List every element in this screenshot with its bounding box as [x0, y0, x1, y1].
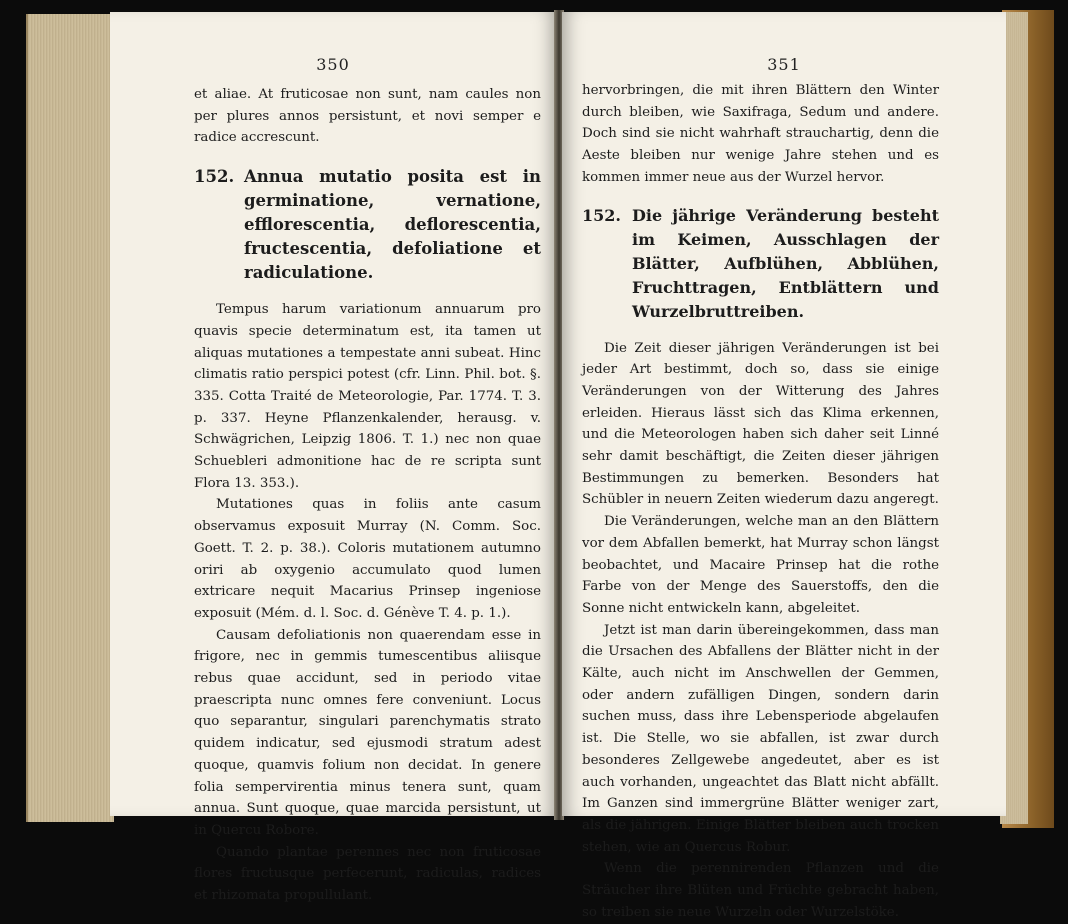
opening-lines: et aliae. At fruticosae non sunt, nam caules non per plures annos persistunt, et novi semper e radice accrescunt. [194, 87, 541, 146]
paragraph: Tempus harum variationum annuarum pro quavis specie determinatum est, ita tamen ut aliquas mutationes a tempestate anni subeat. Hinc climatis ratio perspici potest (cfr. Linn. Phil. bot. §. 335. Cotta Traité de Meteorologie, Par. 1774. T. 3. p. 337. Heyne Pflanzenkalender, herausg. v. Schwägrichen, Leipzig 1806. T. 1.) nec non quae Schuebleri admonitione hac de re scripta sunt Flora 13. 353.). [194, 302, 541, 491]
paragraph: Die Veränderungen, welche man an den Blättern vor dem Abfallen bemerkt, hat Murray schon längst beobachtet, und Macaire Prinsep hat die rothe Farbe von der Menge des Sauerstoffs, den die Sonne nicht entwickeln kann, abgeleitet. [582, 514, 939, 616]
left-page-text [194, 84, 541, 907]
section-heading-block [194, 165, 541, 285]
section-heading-block [582, 204, 939, 324]
opening-lines: hervorbringen, die mit ihren Blättern den Winter durch bleiben, wie Saxifraga, Sedum und andere. Doch sind sie nicht wahrhaft strauchartig, denn die Aeste bleiben nur wenige Jahre stehen und es kommen immer neue aus der Wurzel hervor. [582, 83, 939, 185]
right-page [562, 12, 1006, 920]
page-number: 351 [767, 55, 801, 74]
left-page [110, 12, 556, 904]
paragraph: Die Zeit dieser jährigen Veränderungen ist bei jeder Art bestimmt, doch so, dass sie einige Veränderungen von der Witterung des Jahres erleiden. Hieraus lässt sich das Klima erkennen, und die Meteorologen haben sich daher seit Linné sehr damit beschäftigt, die Zeiten dieser jährigen Bestimmungen zu bemerken. Besonders hat Schübler in neuern Zeiten wiederum dazu angeregt. [582, 340, 939, 508]
paragraph: Causam defoliationis non quaerendam esse in frigore, nec in gemmis tumescentibus aliisque rebus quae accidunt, sed in periodo vitae praescripta nunc omnes fere conveniunt. Locus quo separantur, singulari parenchymatis strato quidem indicatur, sed ejusmodi stratum adest quoque, quamvis folium non decidat. In genere folia sempervirentia minus tenera sunt, quam annua. Sunt quoque, quae marcida persistunt, ut in Quercu Robore. [194, 627, 541, 838]
section-number: 152. [194, 167, 235, 187]
page-number: 350 [316, 55, 350, 74]
right-page-text [582, 80, 939, 924]
paragraph: Jetzt ist man darin übereingekommen, dass man die Ursachen des Abfallens der Blätter nicht in der Kälte, auch nicht im Anschwellen der Gemmen, oder andern zufälligen Dingen, sondern darin suchen muss, dass ihre Lebensperiode abgelaufen ist. Die Stelle, wo sie abfallen, ist zwar durch besonderes Zellgewebe angedeutet, aber es ist auch vorhanden, ungeachtet das Blatt nicht abfällt. Im Ganzen sind immergrüne Blätter weniger zart, als die jährigen. Einige Blätter bleiben auch trocken stehen, wie an Quercus Robur. [582, 622, 939, 855]
book-page-block-left [26, 14, 114, 822]
paragraph: Wenn die perennirenden Pflanzen und die Sträucher ihre Blüten und Früchte gebracht haben, so treiben sie neue Wurzeln oder Wurzelstöke. [582, 861, 939, 920]
paragraph: Mutationes quas in foliis ante casum observamus exposuit Murray (N. Comm. Soc. Goett. T. 2. p. 38.). Coloris mutationem autumno oriri ab oxygenio accumulato quod lumen extricare nequit Macarius Prinsep ingeniose exposuit (Mém. d. l. Soc. d. Génève T. 4. p. 1.). [194, 497, 541, 621]
section-heading: Annua mutatio posita est in germinatione, vernatione, efflorescentia, deflorescentia, fructescentia, defoliatione et radiculatione. [244, 167, 541, 283]
section-number: 152. [582, 205, 621, 225]
paragraph: Quando plantae perennes nec non fruticosae flores fructusque perfecerunt, radiculas, radices et rhizomata propullulant. [194, 844, 541, 904]
section-heading: Die jährige Veränderung besteht im Keimen, Ausschlagen der Blätter, Aufblühen, Abblühen, Fruchttragen, Entblättern und Wurzelbruttreiben. [632, 205, 939, 321]
